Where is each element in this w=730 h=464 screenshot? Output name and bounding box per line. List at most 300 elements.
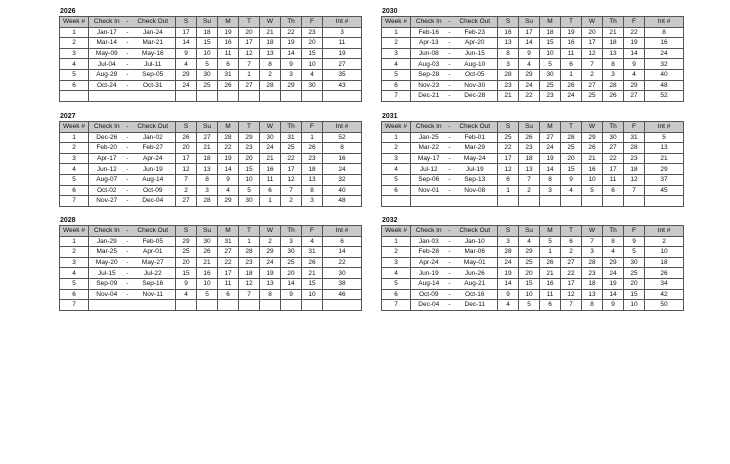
table-cell: 3: [382, 48, 411, 59]
table-cell: 42: [645, 289, 684, 300]
table-cell: 5: [239, 185, 260, 196]
table-cell: Apr-20: [453, 38, 498, 49]
table-cell: -: [448, 133, 451, 141]
table-cell: 16: [323, 153, 362, 164]
year-title: 2027: [60, 113, 76, 120]
column-header: F: [302, 226, 323, 237]
table-cell: 29: [176, 69, 197, 80]
table-cell: Oct-05: [453, 69, 498, 80]
table-cell: 22: [519, 91, 540, 102]
table-row: [382, 59, 684, 70]
table-row: [60, 48, 362, 59]
table-cell: 27: [624, 91, 645, 102]
table-row: [382, 174, 684, 185]
table-cell: [281, 300, 302, 311]
table-cell: -: [126, 176, 129, 184]
table-row: [382, 278, 684, 289]
table-cell: Nov-08: [453, 185, 498, 196]
column-header: -: [126, 123, 129, 131]
table-cell: 4: [603, 247, 624, 258]
table-cell: 24: [561, 91, 582, 102]
table-cell: 2: [260, 69, 281, 80]
table-cell: 3: [382, 153, 411, 164]
table-cell: 11: [218, 278, 239, 289]
table-cell: 15: [302, 278, 323, 289]
table-row: [60, 268, 362, 279]
table-cell: 30: [239, 196, 260, 207]
table-cell: 28: [260, 80, 281, 91]
table-cell: 18: [197, 153, 218, 164]
table-cell: [176, 91, 197, 102]
table-cell: 28: [218, 132, 239, 143]
column-header: W: [260, 226, 281, 237]
table-cell: 29: [645, 164, 684, 175]
table-cell: -: [448, 50, 451, 58]
table-cell: 27: [218, 247, 239, 258]
table-cell: 52: [323, 132, 362, 143]
table-cell: -: [448, 81, 451, 89]
table-cell: 18: [603, 38, 624, 49]
table-cell: 19: [323, 48, 362, 59]
table-cell: 21: [197, 143, 218, 154]
table-cell: 8: [603, 59, 624, 70]
table-cell: 7: [60, 300, 89, 311]
table-cell: 2: [60, 38, 89, 49]
table-cell: 20: [176, 257, 197, 268]
table-cell: Aug-21: [453, 278, 498, 289]
table-row: [382, 236, 684, 247]
table-cell: -: [448, 301, 451, 309]
table-cell: Dec-28: [453, 91, 498, 102]
table-row: [382, 164, 684, 175]
table-cell: [281, 91, 302, 102]
column-header: T: [239, 17, 260, 28]
table-cell: 23: [302, 27, 323, 38]
table-cell: 4: [60, 268, 89, 279]
table-cell: 6: [382, 289, 411, 300]
table-cell: 1: [382, 132, 411, 143]
table-cell: 19: [561, 27, 582, 38]
table-cell: [197, 91, 218, 102]
table-cell: 16: [540, 278, 561, 289]
table-cell: 13: [302, 174, 323, 185]
table-cell: 30: [197, 69, 218, 80]
table-cell: 7: [582, 59, 603, 70]
table-cell: 31: [218, 236, 239, 247]
table-cell: 26: [302, 143, 323, 154]
table-cell: 4: [382, 59, 411, 70]
table-cell: 8: [603, 236, 624, 247]
table-cell: 26: [519, 132, 540, 143]
table-cell: 20: [281, 268, 302, 279]
table-cell: 16: [218, 38, 239, 49]
table-cell: Nov-04: [89, 289, 125, 300]
table-cell: Feb-27: [131, 143, 176, 154]
table-cell: Aug-07: [89, 174, 125, 185]
table-cell: 25: [540, 80, 561, 91]
table-cell: Jul-04: [89, 59, 125, 70]
table-cell: 7: [382, 300, 411, 311]
table-cell: 19: [218, 153, 239, 164]
table-cell: 25: [281, 143, 302, 154]
table-row: [60, 143, 362, 154]
table-cell: 38: [323, 278, 362, 289]
table-cell: 10: [645, 247, 684, 258]
column-header: Week #: [382, 226, 411, 237]
table-cell: 21: [260, 27, 281, 38]
table-cell: 1: [260, 196, 281, 207]
column-header: W: [582, 226, 603, 237]
table-cell: 9: [498, 289, 519, 300]
table-cell: 18: [302, 164, 323, 175]
table-cell: 25: [582, 91, 603, 102]
table-cell: 28: [197, 196, 218, 207]
table-cell: 9: [176, 48, 197, 59]
table-cell: [323, 300, 362, 311]
table-cell: Feb-16: [411, 27, 447, 38]
table-row: [60, 196, 362, 207]
table-cell: 6: [60, 185, 89, 196]
table-row: [382, 91, 684, 102]
table-cell: 12: [624, 174, 645, 185]
table-cell: 20: [582, 27, 603, 38]
table-cell: 22: [561, 268, 582, 279]
table-cell: 3: [302, 196, 323, 207]
column-header: Th: [603, 17, 624, 28]
table-cell: Sep-09: [89, 278, 125, 289]
column-header: S: [498, 17, 519, 28]
table-cell: 5: [582, 185, 603, 196]
table-cell: 4: [561, 185, 582, 196]
table-cell: 6: [561, 59, 582, 70]
table-cell: 40: [323, 185, 362, 196]
table-cell: -: [126, 71, 129, 79]
column-header: M: [540, 226, 561, 237]
table-cell: 27: [561, 257, 582, 268]
table-cell: 2: [176, 185, 197, 196]
table-cell: Jun-12: [89, 164, 125, 175]
column-header: T: [239, 122, 260, 133]
table-cell: 15: [519, 278, 540, 289]
table-cell: 18: [239, 268, 260, 279]
table-cell: 17: [176, 27, 197, 38]
table-cell: 3: [540, 185, 561, 196]
table-cell: Jan-02: [131, 132, 176, 143]
table-cell: May-16: [131, 48, 176, 59]
table-cell: -: [448, 290, 451, 298]
table-cell: 2: [561, 247, 582, 258]
table-cell: 21: [645, 153, 684, 164]
table-cell: 23: [302, 153, 323, 164]
table-cell: 7: [239, 59, 260, 70]
table-cell: May-01: [453, 257, 498, 268]
table-cell: 20: [176, 143, 197, 154]
table-cell: 10: [540, 48, 561, 59]
column-header: Su: [519, 226, 540, 237]
table-cell: 22: [498, 143, 519, 154]
table-cell: 1: [60, 236, 89, 247]
table-row: [382, 132, 684, 143]
column-header: T: [561, 17, 582, 28]
column-header: Week #: [60, 226, 89, 237]
table-cell: 27: [582, 80, 603, 91]
table-cell: 6: [498, 174, 519, 185]
table-cell: 6: [382, 185, 411, 196]
table-cell: 15: [197, 38, 218, 49]
table-cell: 34: [645, 278, 684, 289]
table-cell: 5: [382, 69, 411, 80]
table-cell: 3: [603, 69, 624, 80]
table-row: [60, 91, 362, 102]
table-cell: 5: [197, 59, 218, 70]
table-cell: 1: [60, 27, 89, 38]
table-cell: 7: [60, 196, 89, 207]
table-cell: 28: [561, 132, 582, 143]
table-cell: 16: [260, 164, 281, 175]
table-cell: Aug-10: [453, 59, 498, 70]
table-cell: 9: [624, 236, 645, 247]
table-cell: Dec-04: [131, 196, 176, 207]
table-row: [60, 164, 362, 175]
table-cell: 26: [645, 268, 684, 279]
table-cell: 4: [218, 185, 239, 196]
column-header: T: [239, 226, 260, 237]
table-cell: [540, 196, 561, 207]
table-cell: 21: [197, 257, 218, 268]
table-cell: 3: [382, 257, 411, 268]
table-cell: 21: [603, 27, 624, 38]
table-cell: 3: [281, 69, 302, 80]
table-cell: 14: [323, 247, 362, 258]
table-cell: -: [126, 60, 129, 68]
table-cell: -: [448, 176, 451, 184]
table-row: [60, 257, 362, 268]
table-cell: 15: [239, 164, 260, 175]
table-cell: 2: [60, 247, 89, 258]
table-cell: -: [126, 155, 129, 163]
week-table: [381, 121, 684, 207]
table-cell: 19: [624, 38, 645, 49]
table-cell: 23: [540, 91, 561, 102]
table-cell: 31: [218, 69, 239, 80]
column-header: W: [260, 17, 281, 28]
table-cell: 7: [281, 185, 302, 196]
table-row: [60, 132, 362, 143]
table-cell: 12: [498, 164, 519, 175]
table-cell: Dec-26: [89, 132, 125, 143]
table-cell: 7: [239, 289, 260, 300]
table-cell: 18: [197, 27, 218, 38]
table-cell: 21: [540, 268, 561, 279]
column-header: Int #: [323, 122, 362, 133]
table-cell: -: [126, 28, 129, 36]
table-cell: 24: [260, 257, 281, 268]
table-row: [382, 80, 684, 91]
table-cell: 19: [218, 27, 239, 38]
table-cell: 13: [519, 164, 540, 175]
table-cell: Jun-19: [131, 164, 176, 175]
table-cell: [382, 196, 411, 207]
table-cell: 17: [218, 268, 239, 279]
table-cell: -: [448, 248, 451, 256]
table-cell: 26: [561, 80, 582, 91]
table-cell: 25: [519, 257, 540, 268]
table-cell: -: [448, 39, 451, 47]
table-cell: [624, 196, 645, 207]
table-cell: 4: [624, 69, 645, 80]
table-cell: 1: [382, 27, 411, 38]
table-cell: Apr-13: [411, 38, 447, 49]
column-header: Th: [281, 226, 302, 237]
table-cell: 4: [519, 236, 540, 247]
table-cell: 24: [323, 164, 362, 175]
table-cell: 23: [582, 268, 603, 279]
table-cell: 14: [624, 48, 645, 59]
table-cell: 50: [645, 300, 684, 311]
table-cell: 25: [561, 143, 582, 154]
table-cell: -: [448, 155, 451, 163]
table-cell: 8: [582, 300, 603, 311]
column-header: Check Out: [453, 17, 498, 28]
column-header: Check In: [411, 122, 447, 133]
table-cell: -: [126, 259, 129, 267]
table-row: [382, 27, 684, 38]
table-cell: 7: [176, 174, 197, 185]
column-header: Check Out: [131, 122, 176, 133]
column-header: M: [218, 17, 239, 28]
table-cell: 17: [176, 153, 197, 164]
table-cell: 8: [498, 48, 519, 59]
table-row: [60, 185, 362, 196]
table-cell: 3: [197, 185, 218, 196]
table-cell: 10: [302, 59, 323, 70]
column-header: Su: [197, 17, 218, 28]
column-header: -: [448, 18, 451, 26]
table-cell: 6: [260, 185, 281, 196]
table-cell: [218, 300, 239, 311]
table-cell: 18: [582, 278, 603, 289]
table-cell: 24: [176, 80, 197, 91]
table-cell: 2: [582, 69, 603, 80]
table-cell: 1: [540, 247, 561, 258]
table-cell: 4: [382, 164, 411, 175]
table-cell: [89, 91, 125, 102]
column-header: M: [218, 226, 239, 237]
table-cell: 5: [60, 69, 89, 80]
table-row: [60, 59, 362, 70]
table-cell: 29: [582, 132, 603, 143]
table-cell: 5: [382, 174, 411, 185]
column-header: F: [302, 122, 323, 133]
table-cell: 4: [382, 268, 411, 279]
table-cell: 15: [561, 164, 582, 175]
table-cell: 6: [561, 236, 582, 247]
table-cell: -: [448, 71, 451, 79]
column-header: S: [176, 122, 197, 133]
table-cell: 12: [582, 48, 603, 59]
table-cell: [239, 300, 260, 311]
table-cell: 9: [218, 174, 239, 185]
table-cell: 25: [281, 257, 302, 268]
table-row: [382, 153, 684, 164]
table-cell: Sep-16: [131, 278, 176, 289]
table-cell: -: [126, 81, 129, 89]
table-cell: Dec-21: [411, 91, 447, 102]
table-row: [60, 278, 362, 289]
table-cell: Jan-10: [453, 236, 498, 247]
year-block-2031: [381, 112, 683, 207]
table-cell: 29: [239, 132, 260, 143]
column-header: Su: [519, 17, 540, 28]
table-cell: 4: [302, 69, 323, 80]
table-cell: -: [126, 269, 129, 277]
week-table: [381, 225, 684, 311]
table-cell: Jan-03: [411, 236, 447, 247]
table-cell: May-20: [89, 257, 125, 268]
table-cell: 28: [624, 143, 645, 154]
table-cell: 30: [302, 80, 323, 91]
table-cell: 30: [323, 268, 362, 279]
table-cell: Feb-01: [453, 132, 498, 143]
table-row: [382, 300, 684, 311]
table-cell: Oct-31: [131, 80, 176, 91]
table-cell: 23: [519, 143, 540, 154]
week-table: [59, 225, 362, 311]
table-cell: 32: [645, 59, 684, 70]
table-cell: 22: [281, 27, 302, 38]
table-cell: Apr-01: [131, 247, 176, 258]
table-cell: 11: [561, 48, 582, 59]
table-cell: 35: [323, 69, 362, 80]
week-table: [381, 16, 684, 102]
table-cell: 28: [239, 247, 260, 258]
table-cell: [131, 300, 176, 311]
table-row: [60, 174, 362, 185]
column-header: S: [176, 226, 197, 237]
table-cell: 15: [624, 289, 645, 300]
table-cell: -: [448, 92, 451, 100]
table-cell: Feb-20: [89, 143, 125, 154]
table-cell: [519, 196, 540, 207]
table-cell: 17: [498, 153, 519, 164]
table-cell: Jan-29: [89, 236, 125, 247]
table-row: [60, 289, 362, 300]
table-cell: 30: [281, 247, 302, 258]
table-cell: Nov-27: [89, 196, 125, 207]
column-header: Su: [197, 122, 218, 133]
table-cell: -: [448, 60, 451, 68]
header-row: [60, 122, 362, 133]
table-cell: Oct-09: [131, 185, 176, 196]
table-cell: Nov-23: [411, 80, 447, 91]
table-cell: 15: [302, 48, 323, 59]
table-cell: Mar-29: [453, 143, 498, 154]
header-row: [382, 122, 684, 133]
column-header: Check In: [89, 226, 125, 237]
table-cell: 30: [624, 257, 645, 268]
table-cell: 2: [60, 143, 89, 154]
table-cell: 17: [281, 164, 302, 175]
table-cell: 2: [645, 236, 684, 247]
table-cell: 24: [645, 48, 684, 59]
table-cell: -: [448, 237, 451, 245]
table-cell: 7: [582, 236, 603, 247]
table-cell: [603, 196, 624, 207]
table-cell: 29: [624, 80, 645, 91]
table-cell: 15: [540, 38, 561, 49]
table-cell: 5: [645, 132, 684, 143]
table-row: [60, 236, 362, 247]
